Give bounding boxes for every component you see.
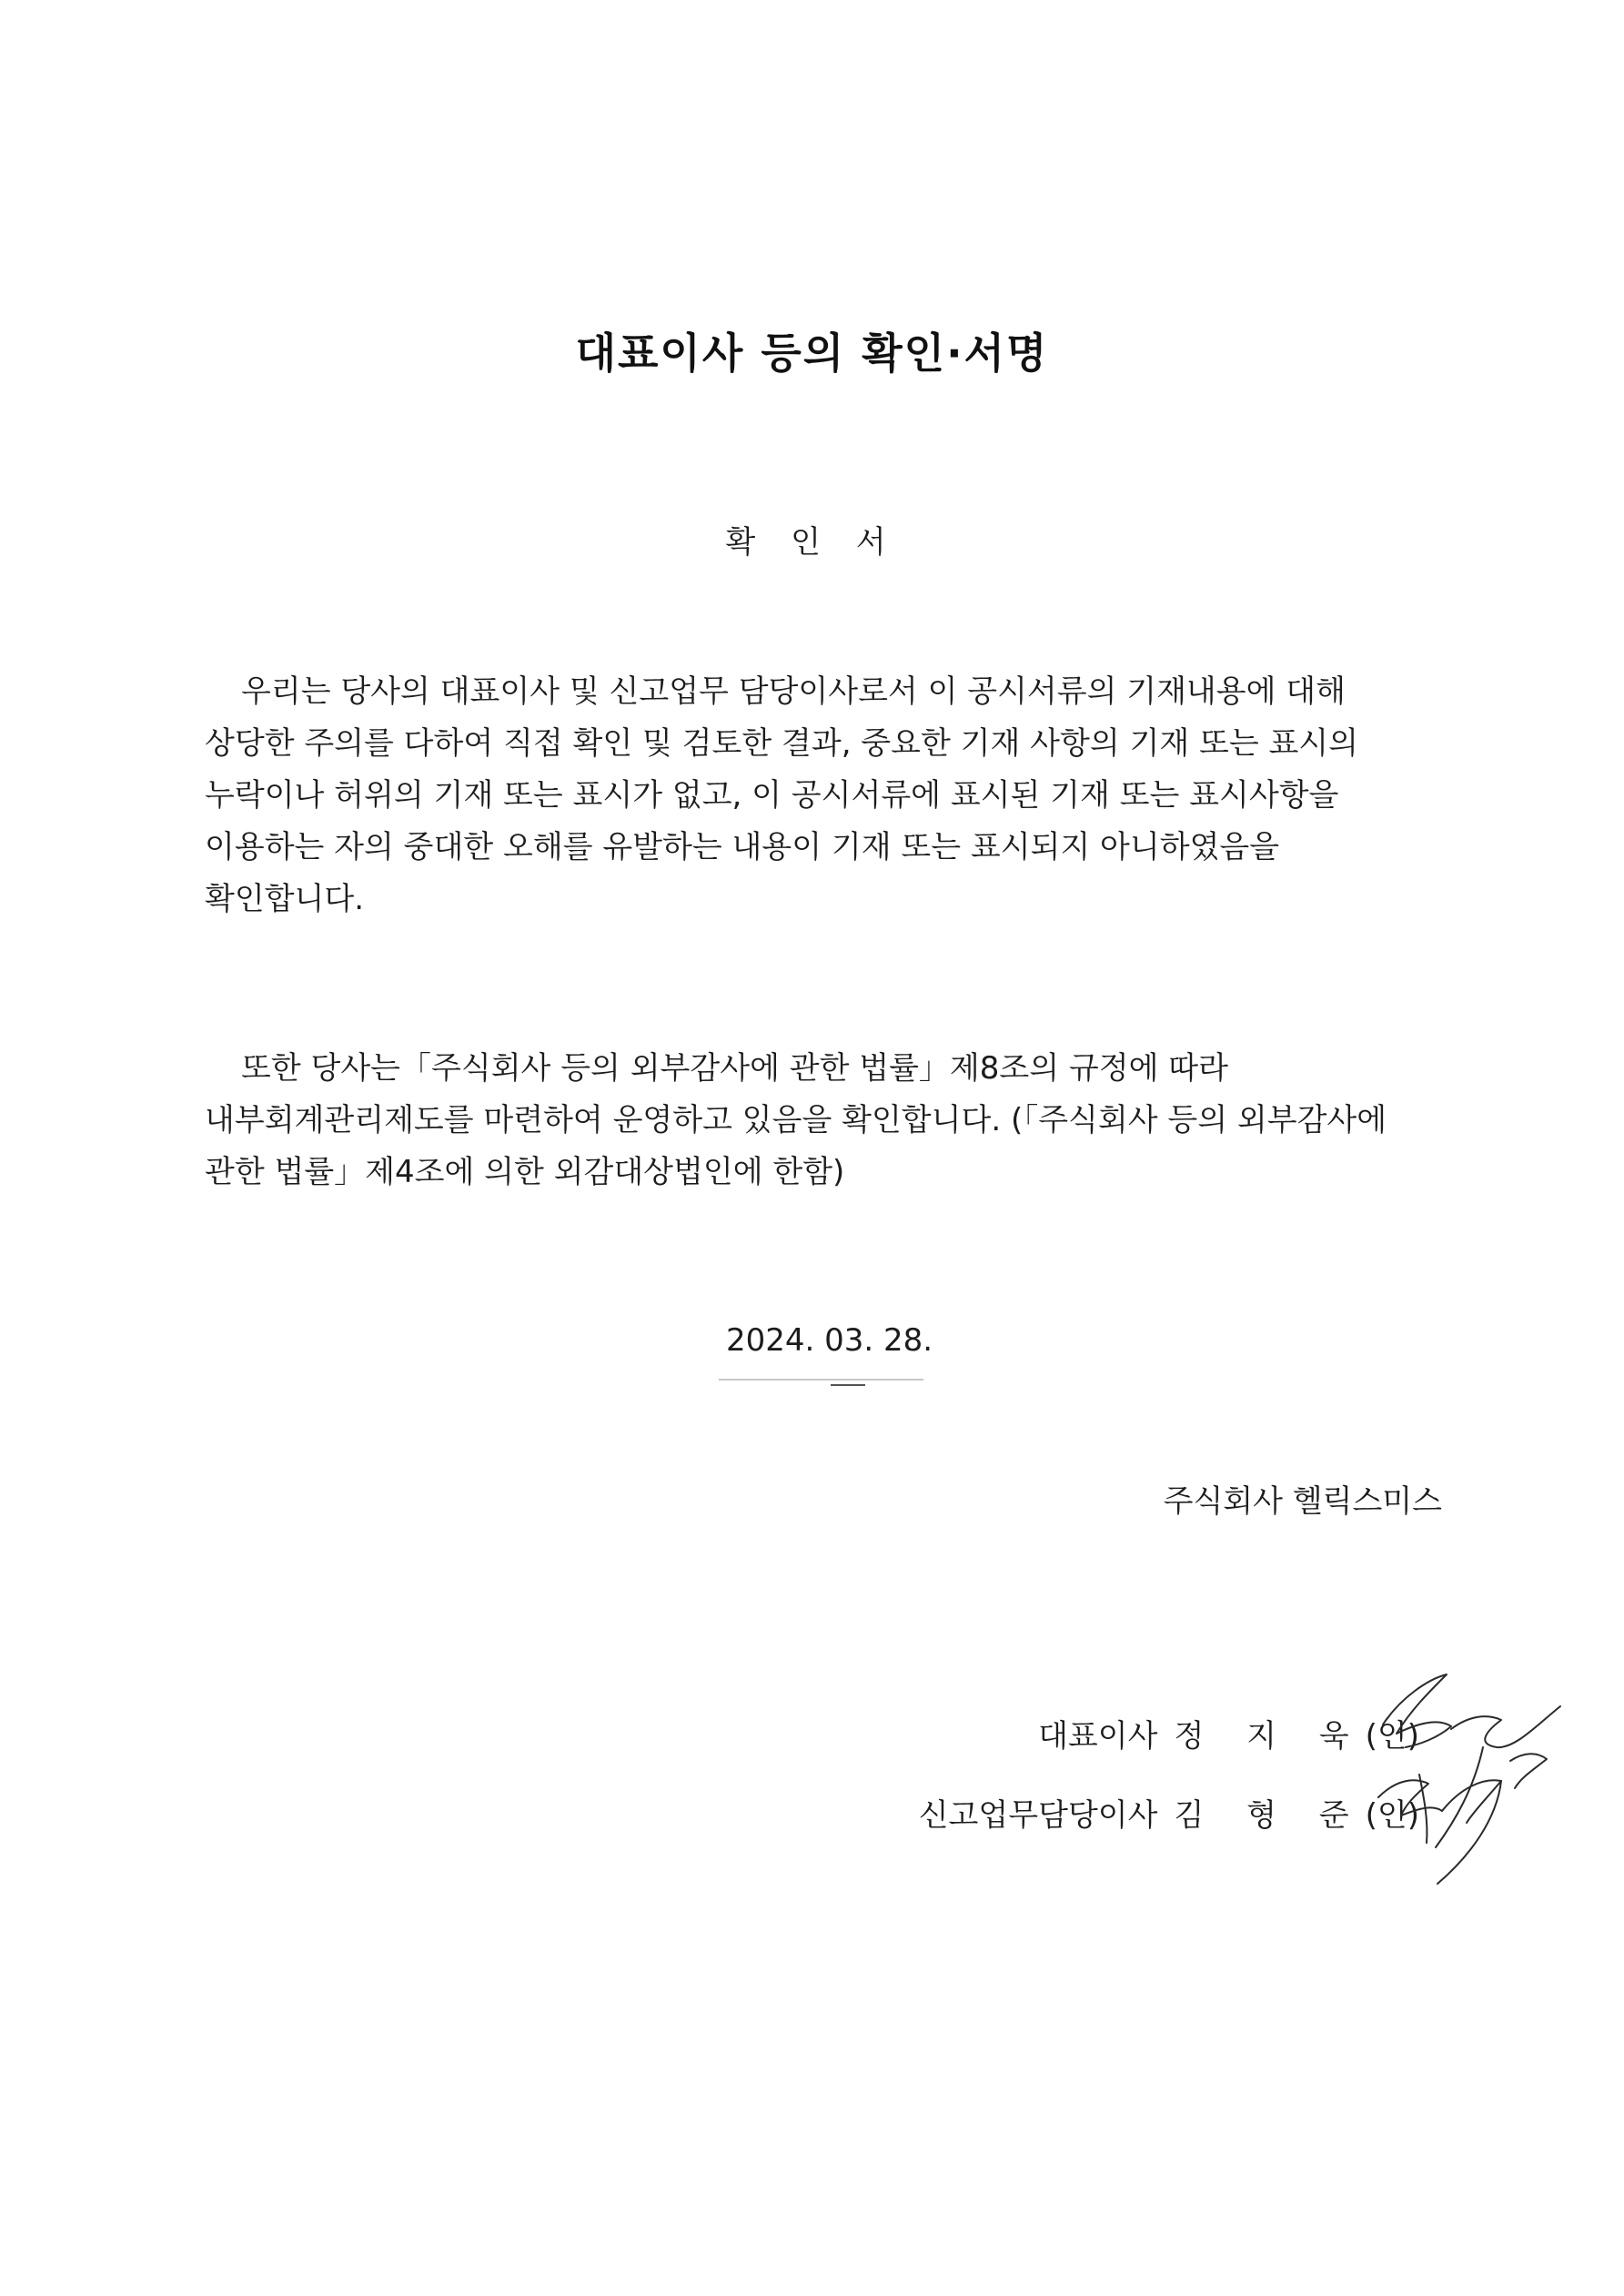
handwritten-signatures [1365,1661,1574,1925]
signer-ceo [1038,1711,1419,1755]
signature-stroke [1383,1674,1451,1747]
internal-control-paragraph [205,1043,1442,1199]
signature-stroke [1510,1754,1547,1788]
document-subtitle: 확 인 서 [725,524,899,561]
company-name: 주식회사 헬릭스미스 [1163,1483,1442,1520]
signer-role: 신고업무담당이사 [918,1797,1158,1834]
paragraph-line: 또한 당사는「주식회사 등의 외부감사에 관한 법률」제8조의 규정에 따라 [241,1050,1228,1087]
paragraph-line: 상당한 주의를 다하여 직접 확인 및 검토한 결과, 중요한 기재 사항의 기재 또는 표시의 [205,725,1358,762]
confirmation-paragraph [205,666,1442,925]
date-mark [831,1384,865,1386]
seal-mark: (인) [1365,1797,1419,1834]
signature-stroke [1378,1780,1442,1816]
paragraph-line: 관한 법률」제4조에 의한 외감대상법인에 한함) [205,1154,845,1190]
paragraph-line: 이용하는 자의 중대한 오해를 유발하는 내용이 기재 또는 표시되지 아니하였음을 [205,829,1280,865]
signature-stroke [1451,1706,1560,1747]
paragraph-line: 누락이나 허위의 기재 또는 표시가 없고, 이 공시서류에 표시된 기재 또는 표시사항을 [205,777,1339,814]
paragraph-line: 우리는 당사의 대표이사 및 신고업무 담당이사로서 이 공시서류의 기재내용에 대해 [241,673,1346,710]
signature-stroke [1442,1780,1501,1823]
paragraph-line: 내부회계관리제도를 마련하여 운영하고 있음을 확인합니다. (「주식회사 등의 외부감사에 [205,1102,1387,1138]
signer-role: 대표이사 [1038,1718,1158,1755]
date-block [719,1315,933,1390]
document-title: 대표이사 등의 확인·서명 [575,329,1049,378]
signer-reporting-director [919,1790,1419,1835]
signer-name: 정 지 욱 [1174,1718,1366,1755]
paragraph-line: 확인합니다. [205,881,365,917]
signer-name: 김 형 준 [1174,1797,1366,1834]
seal-mark: (인) [1365,1718,1419,1755]
signature-stroke [1436,1747,1483,1847]
document-date: 2024. 03. 28. [726,1322,933,1359]
date-underline [719,1379,923,1381]
